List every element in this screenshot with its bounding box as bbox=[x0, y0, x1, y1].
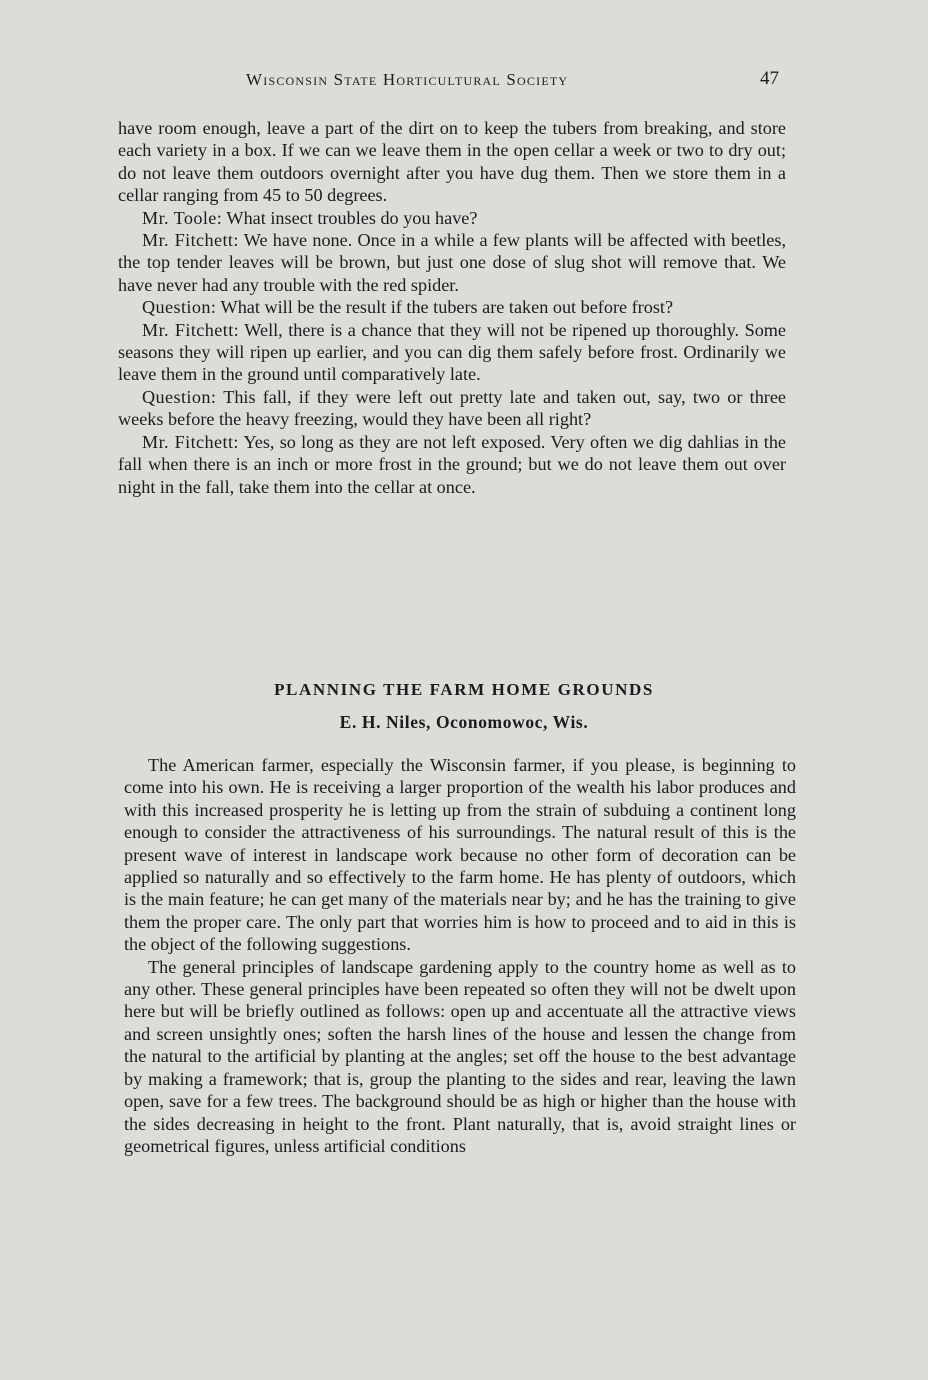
article-paragraph: The general principles of landscape gardening apply to the country home as well as to any other. These general principles have been repeated so often they will not be dwelt upon here but will be briefly outlined as follows: open up and accentuate all the attractive views and screen unsightly ones; soften the harsh lines of the house and lessen the change from the natural to the artificial by planting at the angles; set off the house to the best advantage by making a framework; that is, group the planting to the sides and rear, leaving the lawn open, save for a few trees. The background should be as high or higher than the house with the sides decreasing in height to the front. Plant naturally, that is, avoid straight lines or geometrical figures, unless artificial conditions bbox=[124, 956, 796, 1156]
article-paragraph: The American farmer, especially the Wisconsin farmer, if you please, is beginning to come into his own. He is receiving a larger proportion of the wealth his labor produces and with this increased prosperity he is letting up from the strain of subduing a continent long enough to consider the attractiveness of his surroundings. The natural result of this is the present wave of interest in landscape work because no other form of decoration can be applied so naturally and so effectively to the farm home. He has plenty of outdoors, which is the main feature; he can get many of the materials near by; and he has the training to give them the proper care. The only part that worries him is how to proceed and to aid in this is the object of the following suggestions. bbox=[124, 755, 796, 955]
paragraph-text: have room enough, leave a part of the dirt on to keep the tubers from breaking, and store each variety in a box. If we can we leave them in the open cellar a week or two to dry out; do not leave them outdoors overnight after you have dug them. Then we store them in a cellar ranging from 45 to 50 degrees. bbox=[118, 118, 786, 206]
paragraph-text: What will be the result if the tubers are taken out before frost? bbox=[220, 297, 674, 318]
discussion-section bbox=[118, 117, 786, 498]
discussion-paragraph bbox=[118, 386, 786, 431]
speaker-label: Mr. Fitchett: bbox=[142, 431, 239, 452]
paragraph-text: What insect troubles do you have? bbox=[226, 207, 478, 228]
paragraph-text: This fall, if they were left out pretty late and taken out, say, two or three weeks before the heavy freezing, would they have been all right? bbox=[118, 386, 786, 430]
speaker-label: Mr. Fitchett: bbox=[142, 319, 240, 340]
discussion-paragraph bbox=[118, 207, 786, 229]
article-body bbox=[124, 754, 796, 1157]
running-head: Wisconsin State Horticultural Society bbox=[246, 70, 569, 89]
discussion-paragraph bbox=[118, 319, 786, 386]
discussion-paragraph bbox=[118, 296, 786, 318]
paragraph-text: Well, there is a chance that they will not be ripened up thoroughly. Some seasons they will ripen up earlier, and you can dig them safely before frost. Ordinarily we leave them in the ground until comparatively late. bbox=[118, 319, 787, 385]
discussion-paragraph bbox=[118, 117, 786, 207]
article-byline: E. H. Niles, Oconomowoc, Wis. bbox=[339, 712, 589, 732]
paragraph-text: We have none. Once in a while a few plants will be affected with beetles, the top tender leaves will be brown, but just one dose of slug shot will remove that. We have never had any trouble with the red spider. bbox=[118, 230, 787, 295]
paragraph-text: Yes, so long as they are not left exposed. Very often we dig dahlias in the fall when there is an inch or more frost in the ground; but we do not leave them out over night in the fall, take them into the cellar at once. bbox=[118, 431, 786, 497]
discussion-paragraph bbox=[118, 229, 786, 296]
speaker-label: Question: bbox=[142, 386, 217, 407]
discussion-paragraph bbox=[118, 431, 786, 498]
page-number: 47 bbox=[760, 68, 779, 89]
speaker-label: Question: bbox=[142, 297, 217, 318]
page-header bbox=[0, 66, 928, 96]
speaker-label: Mr. Fitchett: bbox=[142, 230, 239, 251]
article-title: PLANNING THE FARM HOME GROUNDS bbox=[274, 680, 654, 699]
speaker-label: Mr. Toole: bbox=[142, 207, 223, 228]
